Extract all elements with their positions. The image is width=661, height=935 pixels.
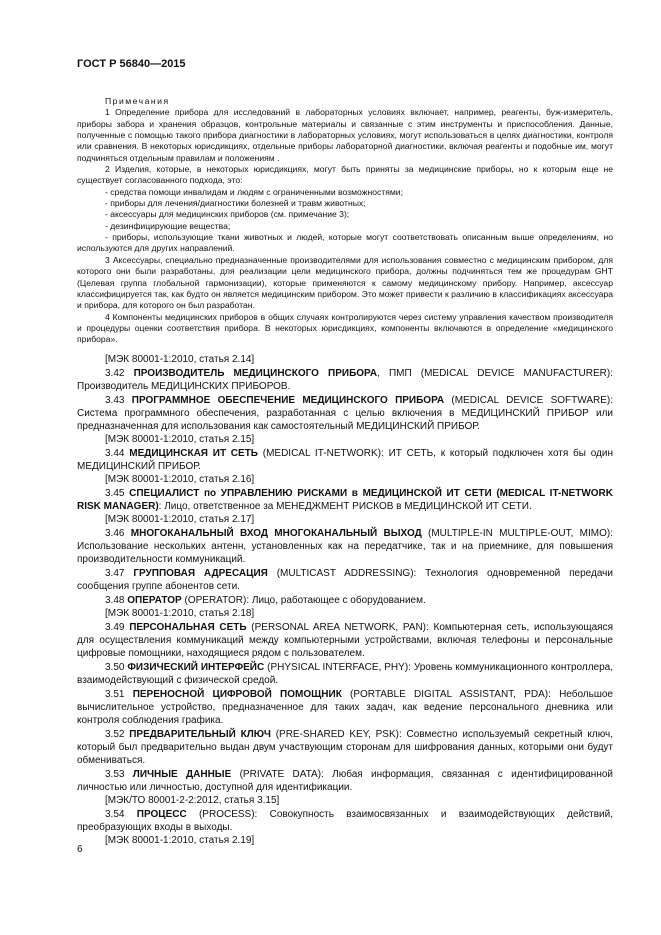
term-name: СПЕЦИАЛИСТ по УПРАВЛЕНИЮ РИСКАМИ в МЕДИЦИНСКОЙ ИТ СЕТИ (MEDICAL IT-NETWORK RISK MANAGER)	[77, 488, 613, 512]
term-definition: (MEDICAL DEVICE SOFTWARE): Система программного обеспечения, разработанная с целью включения в МЕДИЦИНСКИЙ ПРИБОР или предназначенная для использования как самостоятельный МЕДИЦИНСКИЙ ПРИБОР.	[77, 395, 614, 432]
term-definition: (PHYSICAL INTERFACE, PHY): Уровень коммуникационного контроллера, взаимодействующий с физической средой.	[77, 662, 614, 686]
term-definition: : Лицо, ответственное за МЕНЕДЖМЕНТ РИСКОВ в МЕДИЦИНСКОЙ ИТ СЕТИ.	[158, 501, 532, 512]
note-list-item: - средства помощи инвалидам и людям с ограниченными возможностями;	[105, 186, 403, 197]
term-number: 3.45	[105, 488, 125, 499]
term-definition: (MULTIPLE-IN MULTIPLE-OUT, MIMO): Использование нескольких антенн, установленных как на передатчике, так и на приемнике, для повышения производительности коммуникаций.	[77, 528, 614, 565]
page-number: 6	[77, 844, 83, 855]
reference: [МЭК 80001-1:2010, статья 2.18]	[105, 608, 255, 619]
term-entry	[77, 527, 613, 566]
term-definition: (PERSONAL AREA NETWORK, PAN): Компьютерная сеть, использующаяся для осуществления коммуникаций между компьютерными устройствами, включая телефоны и персональные цифровые помощники, находящиеся рядом с пользователем.	[77, 622, 613, 659]
term-definition: , ПМП (MEDICAL DEVICE MANUFACTURER): Производитель МЕДИЦИНСКИХ ПРИБОРОВ.	[77, 368, 613, 392]
reference: [МЭК 80001-1:2010, статья 2.16]	[105, 474, 255, 485]
term-entry	[77, 367, 613, 393]
term-definition: (OPERATOR): Лицо, работающее с оборудованием.	[181, 595, 426, 606]
term-number: 3.53	[105, 769, 125, 780]
term-name: ГРУППОВАЯ АДРЕСАЦИЯ	[133, 568, 268, 579]
note-paragraph: 4 Компоненты медицинских приборов в общих случаях контролируются через систему управления качеством производителя и процедуры оценки соответствия прибора. В некоторых юрисдикциях, компоненты включаются в определение «медицинского прибора».	[77, 311, 613, 345]
term-entry	[77, 768, 613, 794]
term-number: 3.43	[105, 395, 125, 406]
term-name: ЛИЧНЫЕ ДАННЫЕ	[132, 769, 232, 780]
term-definition: (PORTABLE DIGITAL ASSISTANT, PDA): Небольшое вычислительное устройство, предназначенное для таких задач, как ведение персонального дневника или контроля соблюдения графика.	[77, 689, 613, 726]
term-number: 3.46	[105, 528, 125, 539]
notes-heading: Примечания	[105, 96, 170, 106]
note-paragraph: 3 Аксессуары, специально предназначенные производителями для использования совместно с медицинским прибором, для которого они были разработаны, для реализации цели медицинского прибора, должны подчиняться тем же процедурам GHT (Целевая группа глобальной гармонизации), которые применяются к самому медицинскому прибору. Например, аксессуар классифицируется так, как будто он является медицинским прибором. Это может привести к различию в классификациях аксессуара и прибора, для которого он был разработан.	[77, 254, 613, 311]
term-name: ПЕРЕНОСНОЙ ЦИФРОВОЙ ПОМОЩНИК	[132, 689, 342, 700]
term-entry	[77, 447, 613, 473]
note-list-item: - дезинфицирующие вещества;	[105, 220, 231, 231]
reference: [МЭК/ТО 80001-2-2:2012, статья 3.15]	[105, 795, 280, 806]
term-entry	[77, 808, 613, 834]
term-name: МЕДИЦИНСКАЯ ИТ СЕТЬ	[129, 448, 258, 459]
reference: [МЭК 80001-1:2010, статья 2.19]	[105, 835, 255, 846]
term-definition: (MULTICAST ADDRESSING): Технология одновременной передачи сообщения группе абонентов сети.	[77, 568, 613, 592]
term-entry	[77, 394, 613, 433]
reference: [МЭК 80001-1:2010, статья 2.17]	[105, 514, 255, 525]
reference: [МЭК 80001-1:2010, статья 2.15]	[105, 434, 255, 445]
term-name: ПРЕДВАРИТЕЛЬНЫЙ КЛЮЧ	[129, 729, 271, 740]
term-number: 3.50	[105, 662, 125, 673]
term-name: ПЕРСОНАЛЬНАЯ СЕТЬ	[129, 622, 247, 633]
note-list-item: - аксессуары для медицинских приборов (см. примечание 3);	[105, 209, 350, 220]
term-name: ПРОИЗВОДИТЕЛЬ МЕДИЦИНСКОГО ПРИБОРА	[133, 368, 378, 379]
term-number: 3.48	[105, 595, 125, 606]
term-number: 3.49	[105, 622, 125, 633]
term-name: ПРОГРАММНОЕ ОБЕСПЕЧЕНИЕ МЕДИЦИНСКОГО ПРИБОРА	[131, 395, 445, 406]
note-paragraph: 1 Определение прибора для исследований в лабораторных условиях включает, например, реагенты, буж-измеритель, приборы забора и хранения образцов, контрольные материалы и связанные с этим инструменты и приспособления. Данные, полученные с помощью такого прибора диагностики в лабораторных условиях, могут использоваться в целях диагностики, контроля или сравнения. В некоторых юрисдикциях, отдельные приборы лабораторной диагностики, включая реагенты и подобные им, могут подчиняться отдельным правилам и положениям .	[77, 107, 613, 163]
term-entry	[77, 487, 613, 513]
term-name: МНОГОКАНАЛЬНЫЙ ВХОД МНОГОКАНАЛЬНЫЙ ВЫХОД	[130, 528, 422, 539]
term-entry	[77, 621, 613, 660]
term-number: 3.42	[105, 368, 125, 379]
term-entry	[77, 728, 613, 767]
term-definition: (PROCESS): Совокупность взаимосвязанных и взаимодействующих действий, преобразующих входы в выходы.	[77, 809, 613, 833]
term-number: 3.54	[105, 809, 125, 820]
term-name: ПРОЦЕСС	[136, 809, 187, 820]
term-definition: (MEDICAL IT-NETWORK): ИТ СЕТЬ, к который подключен хотя бы один МЕДИЦИНСКИЙ ПРИБОР.	[77, 448, 613, 472]
term-entry	[77, 688, 613, 727]
note-list-item: - приборы, использующие ткани животных и людей, которые могут соответствовать описанным выше определениям, но используются для других направлений.	[77, 232, 613, 254]
term-number: 3.44	[105, 448, 125, 459]
term-entry	[77, 594, 613, 607]
term-definition: (PRIVATE DATA): Любая информация, связанная с идентифицированной личностью или личностью, доступной для идентификации.	[77, 769, 613, 793]
document-header: ГОСТ Р 56840—2015	[77, 58, 186, 70]
term-name: ОПЕРАТОР	[127, 595, 182, 606]
term-name: ФИЗИЧЕСКИЙ ИНТЕРФЕЙС	[127, 662, 265, 673]
term-entry	[77, 567, 613, 593]
term-definition: (PRE-SHARED KEY, PSK): Совместно используемый секретный ключ, который был предварительно выдан двум участвующим сторонам для шифрования данных, которыми они будут обмениваться.	[77, 729, 613, 766]
note-paragraph: 2 Изделия, которые, в некоторых юрисдикциях, могут быть приняты за медицинские приборы, но к которым еще не существует согласованного подхода, это:	[77, 164, 613, 186]
note-list-item: - приборы для лечения/диагностики болезней и травм животных;	[105, 198, 366, 209]
term-number: 3.47	[105, 568, 125, 579]
term-number: 3.52	[105, 729, 125, 740]
terms-block	[77, 353, 613, 847]
notes-block	[77, 96, 613, 346]
reference: [МЭК 80001-1:2010, статья 2.14]	[105, 354, 255, 365]
terms-list	[77, 367, 613, 847]
term-number: 3.51	[105, 689, 125, 700]
term-entry	[77, 661, 613, 687]
